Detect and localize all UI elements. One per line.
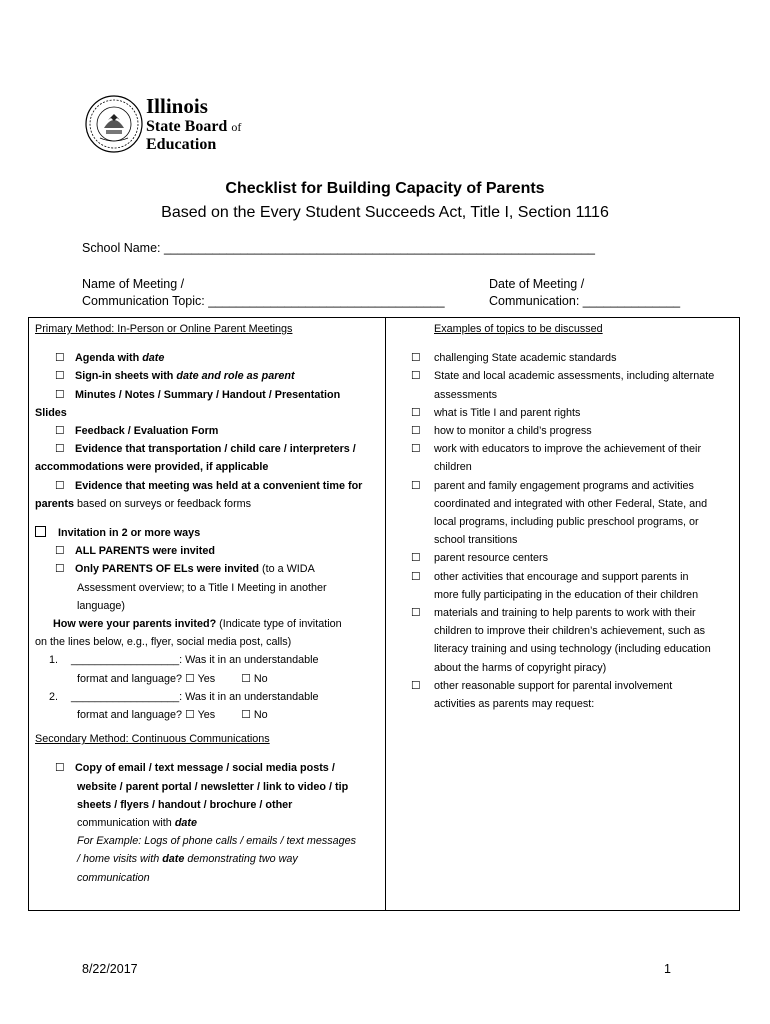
checkbox-icon[interactable]: ☐ (411, 406, 421, 419)
right-column (406, 320, 736, 713)
topic-item-text: children to improve their children’s achievement, such as (434, 625, 706, 638)
topic-item-text: parent and family engagement programs and activities (434, 479, 694, 492)
topic-item-text: local programs, including public preschool programs, or (434, 516, 699, 529)
checklist-item-evidence-accommodations-cont: accommodations were provided, if applicable (35, 461, 269, 474)
topic-item[interactable] (406, 422, 736, 440)
checkbox-icon[interactable]: ☐ (411, 479, 421, 492)
copy-communications-line-3: sheets / flyers / handout / brochure / other (77, 798, 293, 811)
footer-date: 8/22/2017 (82, 962, 138, 976)
checklist-item-minutes[interactable]: ☐ Minutes / Notes / Summary / Handout / Presentation (35, 386, 379, 404)
secondary-method-header: Secondary Method: Continuous Communications (35, 733, 270, 746)
primary-method-header: Primary Method: In-Person or Online Parent Meetings (35, 323, 293, 335)
checklist-item-copy-communications[interactable]: ☐ Copy of email / text message / social media posts / (35, 759, 379, 777)
logo-line-state-board: State Board of (146, 118, 242, 135)
invitation-method-1[interactable]: 1. __________________: Was it in an understandable (49, 654, 319, 667)
topic-item-text: parent resource centers (434, 552, 549, 565)
checkbox-icon[interactable]: ☐ (411, 370, 421, 383)
checkbox-icon[interactable]: ☐ (411, 425, 421, 438)
topic-item[interactable] (406, 477, 736, 550)
topic-item-text: challenging State academic standards (434, 352, 617, 365)
communication-topic-field[interactable]: Communication Topic: __________________________________ (82, 294, 445, 308)
invitation-method-2[interactable]: 2. __________________: Was it in an understandable (49, 690, 319, 703)
logo-line-illinois: Illinois (146, 94, 208, 118)
left-column (35, 320, 379, 887)
topic-item-text: school transitions (434, 534, 518, 547)
topic-item-text: materials and training to help parents to work with their (434, 607, 696, 620)
els-parents-note-1: Assessment overview; to a Title I Meeting in another (77, 581, 327, 594)
topic-item[interactable] (406, 404, 736, 422)
school-name-field[interactable]: School Name: ______________________________________________________________ (82, 241, 596, 255)
els-parents-note-2: language) (77, 599, 126, 612)
topic-item-text: literacy training and using technology (including education (434, 643, 711, 656)
checkbox-icon[interactable]: ☐ (55, 762, 65, 775)
topic-item-text: about the harms of copyright piracy) (434, 661, 607, 674)
checkbox-icon[interactable]: ☐ (55, 563, 65, 576)
logo-line-education: Education (146, 136, 217, 153)
state-seal-icon (84, 94, 144, 154)
copy-communications-line-2: website / parent portal / newsletter / link to video / tip (77, 780, 349, 793)
topic-item-text: other reasonable support for parental involvement (434, 679, 673, 692)
large-checkbox-icon[interactable] (35, 526, 46, 537)
topic-item-text: more fully participating in the education of their children (434, 588, 699, 601)
topic-item[interactable] (406, 568, 736, 604)
checklist-item-signin[interactable]: ☐ Sign-in sheets with date and role as parent (35, 367, 379, 385)
copy-communications-line-4: communication with date (77, 817, 198, 830)
checkbox-icon[interactable]: ☐ (411, 443, 421, 456)
example-line-3: communication (77, 871, 150, 884)
checklist-item-feedback[interactable]: ☐ Feedback / Evaluation Form (35, 422, 379, 440)
checkbox-icon[interactable]: ☐ (411, 352, 421, 365)
topic-item[interactable] (406, 604, 736, 677)
page-subtitle: Based on the Every Student Succeeds Act, Title I, Section 1116 (161, 204, 609, 221)
topic-item-text: children (434, 461, 472, 474)
checkbox-icon[interactable]: ☐ (411, 552, 421, 565)
invitation-method-2-format[interactable]: format and language? ☐ Yes ☐ No (77, 709, 268, 722)
topics-header: Examples of topics to be discussed (434, 323, 603, 335)
checkbox-icon[interactable]: ☐ (55, 370, 65, 383)
how-invited-instructions: on the lines below, e.g., flyer, social media post, calls) (35, 636, 292, 649)
how-invited-question: How were your parents invited? (Indicate type of invitation (53, 618, 342, 631)
checklist-item-invitation[interactable]: Invitation in 2 or more ways (35, 524, 379, 542)
checkbox-icon[interactable]: ☐ (55, 479, 65, 492)
checkbox-icon[interactable]: ☐ (55, 443, 65, 456)
invitation-method-1-format[interactable]: format and language? ☐ Yes ☐ No (77, 672, 268, 685)
checkbox-icon[interactable]: ☐ (55, 425, 65, 438)
topic-item-text: assessments (434, 388, 498, 401)
checklist-item-all-parents[interactable]: ☐ ALL PARENTS were invited (35, 542, 379, 560)
isbe-logo (84, 94, 259, 154)
topic-item-text: work with educators to improve the achievement of their (434, 443, 702, 456)
checklist-item-evidence-accommodations[interactable]: ☐ Evidence that transportation / child care / interpreters / (35, 440, 379, 458)
topic-item[interactable] (406, 440, 736, 476)
topic-item-text: activities as parents may request: (434, 698, 595, 711)
checkbox-icon[interactable]: ☐ (55, 545, 65, 558)
checkbox-icon[interactable]: ☐ (185, 672, 195, 685)
checklist-item-minutes-cont: Slides (35, 406, 67, 419)
example-line-1: For Example: Logs of phone calls / emails / text messages (77, 835, 357, 848)
topics-list (406, 349, 736, 713)
meeting-date-label: Date of Meeting / (489, 277, 585, 291)
checklist-table (28, 317, 740, 911)
checkbox-icon[interactable]: ☐ (411, 607, 421, 620)
topic-item[interactable] (406, 367, 736, 403)
topic-item[interactable] (406, 677, 736, 713)
checklist-item-agenda[interactable]: ☐ Agenda with date (35, 349, 379, 367)
meeting-name-label: Name of Meeting / (82, 277, 185, 291)
page-title: Checklist for Building Capacity of Parents (225, 180, 545, 197)
checkbox-icon[interactable]: ☐ (241, 709, 251, 722)
checkbox-icon[interactable]: ☐ (55, 352, 65, 365)
checkbox-icon[interactable]: ☐ (241, 672, 251, 685)
checklist-item-evidence-time-cont: parents based on surveys or feedback forms (35, 497, 252, 510)
column-divider (385, 318, 386, 910)
checklist-item-els-parents[interactable]: ☐ Only PARENTS OF ELs were invited (to a WIDA (35, 560, 379, 578)
topic-item-text: coordinated and integrated with other Federal, State, and (434, 497, 708, 510)
page-number: 1 (664, 962, 671, 976)
checkbox-icon[interactable]: ☐ (185, 709, 195, 722)
topic-item[interactable] (406, 549, 736, 567)
topic-item-text: State and local academic assessments, including alternate (434, 370, 715, 383)
topic-item-text: how to monitor a child’s progress (434, 425, 592, 438)
topic-item-text: what is Title I and parent rights (434, 406, 581, 419)
topic-item[interactable] (406, 349, 736, 367)
logo-wordmark (146, 96, 241, 153)
topic-item-text: other activities that encourage and support parents in (434, 570, 689, 583)
checkbox-icon[interactable]: ☐ (55, 388, 65, 401)
checkbox-icon[interactable]: ☐ (411, 570, 421, 583)
checkbox-icon[interactable]: ☐ (411, 679, 421, 692)
communication-date-field[interactable]: Communication: ______________ (489, 294, 681, 308)
checklist-item-evidence-time[interactable]: ☐ Evidence that meeting was held at a convenient time for (35, 477, 379, 495)
example-line-2: / home visits with date demonstrating two way (77, 853, 298, 866)
